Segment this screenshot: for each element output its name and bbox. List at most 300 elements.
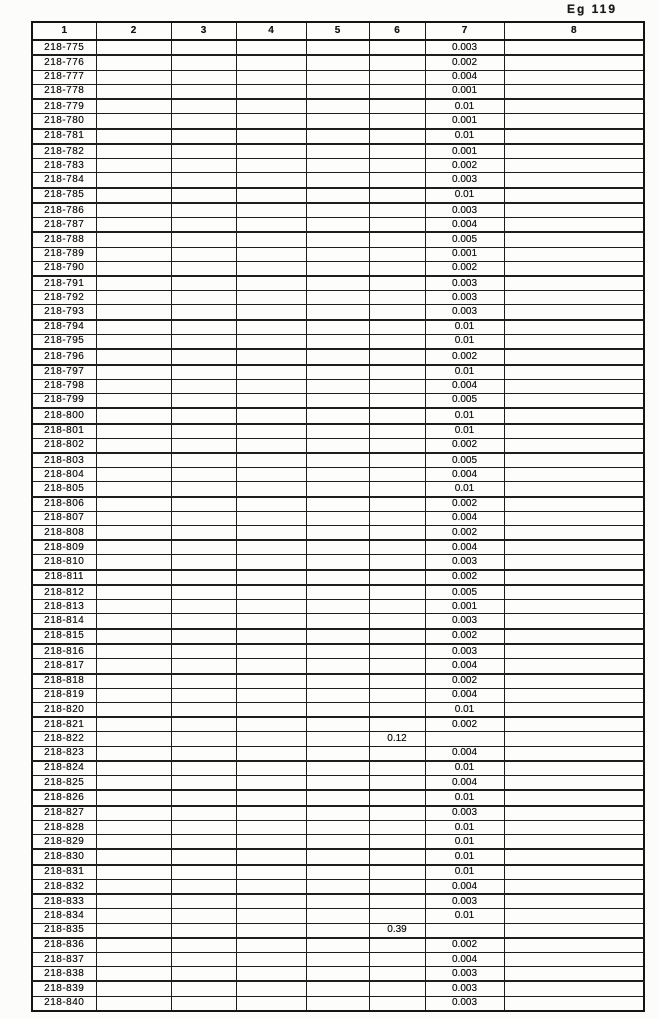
value-cell-col6 <box>369 953 425 967</box>
empty-cell-col2 <box>96 408 171 423</box>
value-cell-col7: 0.003 <box>425 40 504 55</box>
empty-cell-col5 <box>306 614 369 629</box>
row-label-cell: 218-836 <box>32 938 96 953</box>
table-row <box>32 247 644 261</box>
column-header-7: 7 <box>425 22 504 40</box>
empty-cell-col4 <box>236 614 306 629</box>
value-cell-col7: 0.01 <box>425 129 504 144</box>
value-cell-col7: 0.005 <box>425 232 504 247</box>
empty-cell-col5 <box>306 674 369 689</box>
empty-cell-col5 <box>306 835 369 850</box>
empty-cell-col2 <box>96 981 171 996</box>
table-row <box>32 393 644 408</box>
empty-cell-col8 <box>504 865 644 880</box>
row-label-cell: 218-835 <box>32 923 96 938</box>
empty-cell-col5 <box>306 84 369 99</box>
empty-cell-col4 <box>236 159 306 173</box>
empty-cell-col4 <box>236 55 306 70</box>
value-cell-col6 <box>369 938 425 953</box>
empty-cell-col3 <box>171 349 236 364</box>
empty-cell-col5 <box>306 953 369 967</box>
empty-cell-col2 <box>96 203 171 218</box>
empty-cell-col3 <box>171 806 236 821</box>
row-label-cell: 218-787 <box>32 218 96 233</box>
table-row <box>32 188 644 203</box>
empty-cell-col5 <box>306 746 369 761</box>
row-label-cell: 218-815 <box>32 629 96 644</box>
empty-cell-col8 <box>504 173 644 188</box>
empty-cell-col3 <box>171 511 236 525</box>
value-cell-col6 <box>369 790 425 805</box>
empty-cell-col8 <box>504 540 644 555</box>
empty-cell-col4 <box>236 835 306 850</box>
empty-cell-col2 <box>96 525 171 540</box>
value-cell-col6 <box>369 232 425 247</box>
empty-cell-col3 <box>171 981 236 996</box>
value-cell-col6 <box>369 600 425 614</box>
empty-cell-col3 <box>171 790 236 805</box>
empty-cell-col4 <box>236 790 306 805</box>
row-label-cell: 218-808 <box>32 525 96 540</box>
empty-cell-col8 <box>504 790 644 805</box>
value-cell-col6 <box>369 261 425 276</box>
empty-cell-col5 <box>306 99 369 114</box>
table-row <box>32 511 644 525</box>
empty-cell-col2 <box>96 688 171 702</box>
value-cell-col7: 0.003 <box>425 967 504 982</box>
empty-cell-col8 <box>504 702 644 717</box>
table-row <box>32 114 644 129</box>
table-row <box>32 585 644 600</box>
empty-cell-col3 <box>171 865 236 880</box>
table-row <box>32 688 644 702</box>
value-cell-col6 <box>369 453 425 468</box>
empty-cell-col8 <box>504 570 644 585</box>
empty-cell-col3 <box>171 129 236 144</box>
empty-cell-col8 <box>504 482 644 497</box>
row-label-cell: 218-796 <box>32 349 96 364</box>
value-cell-col6 <box>369 540 425 555</box>
empty-cell-col3 <box>171 894 236 909</box>
table-row <box>32 967 644 982</box>
table-row <box>32 865 644 880</box>
row-label-cell: 218-795 <box>32 334 96 349</box>
empty-cell-col2 <box>96 497 171 512</box>
empty-cell-col5 <box>306 790 369 805</box>
empty-cell-col5 <box>306 511 369 525</box>
table-body <box>32 40 644 1011</box>
value-cell-col6 <box>369 291 425 305</box>
empty-cell-col5 <box>306 981 369 996</box>
row-label-cell: 218-809 <box>32 540 96 555</box>
table-row <box>32 644 644 659</box>
row-label-cell: 218-779 <box>32 99 96 114</box>
table-row <box>32 702 644 717</box>
empty-cell-col8 <box>504 70 644 84</box>
value-cell-col6 <box>369 702 425 717</box>
empty-cell-col4 <box>236 585 306 600</box>
row-label-cell: 218-789 <box>32 247 96 261</box>
value-cell-col6 <box>369 70 425 84</box>
empty-cell-col3 <box>171 629 236 644</box>
empty-cell-col4 <box>236 717 306 732</box>
value-cell-col6 <box>369 393 425 408</box>
empty-cell-col4 <box>236 453 306 468</box>
value-cell-col6 <box>369 408 425 423</box>
empty-cell-col5 <box>306 218 369 233</box>
value-cell-col7: 0.003 <box>425 173 504 188</box>
row-label-cell: 218-821 <box>32 717 96 732</box>
value-cell-col7: 0.01 <box>425 408 504 423</box>
table-row <box>32 717 644 732</box>
value-cell-col7: 0.01 <box>425 424 504 439</box>
empty-cell-col4 <box>236 674 306 689</box>
empty-cell-col8 <box>504 923 644 938</box>
empty-cell-col8 <box>504 84 644 99</box>
value-cell-col6 <box>369 688 425 702</box>
value-cell-col6 <box>369 438 425 453</box>
empty-cell-col3 <box>171 393 236 408</box>
empty-cell-col5 <box>306 644 369 659</box>
value-cell-col7: 0.002 <box>425 570 504 585</box>
row-label-cell: 218-778 <box>32 84 96 99</box>
value-cell-col6 <box>369 276 425 291</box>
empty-cell-col2 <box>96 806 171 821</box>
value-cell-col7: 0.004 <box>425 953 504 967</box>
value-cell-col6 <box>369 820 425 834</box>
empty-cell-col4 <box>236 173 306 188</box>
empty-cell-col4 <box>236 438 306 453</box>
empty-cell-col4 <box>236 894 306 909</box>
value-cell-col7: 0.01 <box>425 761 504 776</box>
value-cell-col6 <box>369 746 425 761</box>
value-cell-col6 <box>369 305 425 320</box>
empty-cell-col8 <box>504 688 644 702</box>
value-cell-col7: 0.001 <box>425 114 504 129</box>
empty-cell-col3 <box>171 468 236 482</box>
value-cell-col6 <box>369 218 425 233</box>
empty-cell-col4 <box>236 393 306 408</box>
value-cell-col7: 0.01 <box>425 188 504 203</box>
value-cell-col6 <box>369 349 425 364</box>
row-label-cell: 218-776 <box>32 55 96 70</box>
value-cell-col6 <box>369 173 425 188</box>
empty-cell-col2 <box>96 746 171 761</box>
table-row <box>32 849 644 864</box>
value-cell-col7: 0.003 <box>425 981 504 996</box>
value-cell-col6 <box>369 849 425 864</box>
table-row <box>32 320 644 335</box>
row-label-cell: 218-818 <box>32 674 96 689</box>
empty-cell-col4 <box>236 365 306 380</box>
empty-cell-col4 <box>236 600 306 614</box>
empty-cell-col4 <box>236 218 306 233</box>
empty-cell-col8 <box>504 379 644 393</box>
empty-cell-col4 <box>236 923 306 938</box>
empty-cell-col5 <box>306 540 369 555</box>
value-cell-col6 <box>369 424 425 439</box>
table-row <box>32 600 644 614</box>
table-row <box>32 203 644 218</box>
value-cell-col7: 0.01 <box>425 334 504 349</box>
empty-cell-col2 <box>96 247 171 261</box>
empty-cell-col3 <box>171 953 236 967</box>
empty-cell-col3 <box>171 732 236 746</box>
empty-cell-col4 <box>236 996 306 1011</box>
empty-cell-col3 <box>171 776 236 791</box>
empty-cell-col5 <box>306 996 369 1011</box>
empty-cell-col8 <box>504 261 644 276</box>
empty-cell-col4 <box>236 379 306 393</box>
value-cell-col6 <box>369 865 425 880</box>
empty-cell-col8 <box>504 909 644 923</box>
empty-cell-col3 <box>171 702 236 717</box>
empty-cell-col3 <box>171 320 236 335</box>
empty-cell-col4 <box>236 849 306 864</box>
value-cell-col7: 0.01 <box>425 702 504 717</box>
row-label-cell: 218-781 <box>32 129 96 144</box>
row-label-cell: 218-806 <box>32 497 96 512</box>
row-label-cell: 218-825 <box>32 776 96 791</box>
empty-cell-col2 <box>96 84 171 99</box>
empty-cell-col2 <box>96 879 171 894</box>
empty-cell-col4 <box>236 247 306 261</box>
row-label-cell: 218-797 <box>32 365 96 380</box>
row-label-cell: 218-822 <box>32 732 96 746</box>
value-cell-col6 <box>369 525 425 540</box>
value-cell-col6 <box>369 909 425 923</box>
empty-cell-col4 <box>236 232 306 247</box>
empty-cell-col8 <box>504 938 644 953</box>
value-cell-col6: 0.12 <box>369 732 425 746</box>
empty-cell-col3 <box>171 849 236 864</box>
value-cell-col7: 0.002 <box>425 261 504 276</box>
empty-cell-col5 <box>306 291 369 305</box>
empty-cell-col8 <box>504 218 644 233</box>
empty-cell-col5 <box>306 424 369 439</box>
empty-cell-col8 <box>504 334 644 349</box>
value-cell-col7: 0.002 <box>425 938 504 953</box>
empty-cell-col8 <box>504 144 644 159</box>
empty-cell-col4 <box>236 40 306 55</box>
value-cell-col6 <box>369 644 425 659</box>
table-row <box>32 674 644 689</box>
empty-cell-col2 <box>96 570 171 585</box>
empty-cell-col8 <box>504 629 644 644</box>
row-label-cell: 218-777 <box>32 70 96 84</box>
empty-cell-col3 <box>171 923 236 938</box>
row-label-cell: 218-792 <box>32 291 96 305</box>
column-header-6: 6 <box>369 22 425 40</box>
empty-cell-col5 <box>306 938 369 953</box>
empty-cell-col5 <box>306 849 369 864</box>
empty-cell-col3 <box>171 879 236 894</box>
empty-cell-col5 <box>306 453 369 468</box>
empty-cell-col3 <box>171 644 236 659</box>
empty-cell-col3 <box>171 424 236 439</box>
empty-cell-col8 <box>504 188 644 203</box>
value-cell-col7: 0.001 <box>425 84 504 99</box>
empty-cell-col2 <box>96 188 171 203</box>
empty-cell-col2 <box>96 305 171 320</box>
empty-cell-col3 <box>171 585 236 600</box>
value-cell-col6 <box>369 614 425 629</box>
row-label-cell: 218-813 <box>32 600 96 614</box>
table-row <box>32 365 644 380</box>
value-cell-col7: 0.005 <box>425 393 504 408</box>
empty-cell-col3 <box>171 453 236 468</box>
value-cell-col6 <box>369 967 425 982</box>
empty-cell-col4 <box>236 688 306 702</box>
empty-cell-col8 <box>504 40 644 55</box>
row-label-cell: 218-794 <box>32 320 96 335</box>
empty-cell-col4 <box>236 659 306 674</box>
row-label-cell: 218-791 <box>32 276 96 291</box>
empty-cell-col8 <box>504 806 644 821</box>
table-row <box>32 144 644 159</box>
empty-cell-col5 <box>306 629 369 644</box>
empty-cell-col2 <box>96 218 171 233</box>
row-label-cell: 218-807 <box>32 511 96 525</box>
value-cell-col7: 0.003 <box>425 291 504 305</box>
value-cell-col7: 0.004 <box>425 776 504 791</box>
empty-cell-col4 <box>236 99 306 114</box>
empty-cell-col5 <box>306 173 369 188</box>
value-cell-col6 <box>369 247 425 261</box>
table-row <box>32 349 644 364</box>
table-row <box>32 806 644 821</box>
empty-cell-col3 <box>171 99 236 114</box>
empty-cell-col3 <box>171 159 236 173</box>
empty-cell-col5 <box>306 820 369 834</box>
value-cell-col6 <box>369 334 425 349</box>
empty-cell-col8 <box>504 305 644 320</box>
empty-cell-col2 <box>96 40 171 55</box>
value-cell-col6 <box>369 629 425 644</box>
empty-cell-col2 <box>96 320 171 335</box>
empty-cell-col4 <box>236 953 306 967</box>
empty-cell-col2 <box>96 702 171 717</box>
empty-cell-col2 <box>96 482 171 497</box>
empty-cell-col2 <box>96 659 171 674</box>
empty-cell-col4 <box>236 909 306 923</box>
value-cell-col6 <box>369 717 425 732</box>
value-cell-col7: 0.002 <box>425 438 504 453</box>
empty-cell-col2 <box>96 70 171 84</box>
empty-cell-col8 <box>504 453 644 468</box>
empty-cell-col3 <box>171 820 236 834</box>
empty-cell-col8 <box>504 717 644 732</box>
empty-cell-col8 <box>504 967 644 982</box>
empty-cell-col4 <box>236 291 306 305</box>
empty-cell-col2 <box>96 629 171 644</box>
empty-cell-col8 <box>504 849 644 864</box>
empty-cell-col8 <box>504 393 644 408</box>
row-label-cell: 218-785 <box>32 188 96 203</box>
empty-cell-col3 <box>171 203 236 218</box>
row-label-cell: 218-803 <box>32 453 96 468</box>
value-cell-col7: 0.01 <box>425 99 504 114</box>
empty-cell-col5 <box>306 967 369 982</box>
value-cell-col7: 0.01 <box>425 320 504 335</box>
empty-cell-col2 <box>96 99 171 114</box>
empty-cell-col4 <box>236 644 306 659</box>
row-label-cell: 218-783 <box>32 159 96 173</box>
empty-cell-col3 <box>171 938 236 953</box>
table-row <box>32 173 644 188</box>
row-label-cell: 218-820 <box>32 702 96 717</box>
empty-cell-col2 <box>96 453 171 468</box>
table-row <box>32 408 644 423</box>
column-header-2: 2 <box>96 22 171 40</box>
row-label-cell: 218-800 <box>32 408 96 423</box>
row-label-cell: 218-834 <box>32 909 96 923</box>
table-row <box>32 70 644 84</box>
value-cell-col6 <box>369 144 425 159</box>
empty-cell-col8 <box>504 879 644 894</box>
value-cell-col7: 0.003 <box>425 305 504 320</box>
empty-cell-col4 <box>236 732 306 746</box>
empty-cell-col3 <box>171 659 236 674</box>
row-label-cell: 218-804 <box>32 468 96 482</box>
table-header-row <box>32 22 644 40</box>
empty-cell-col2 <box>96 644 171 659</box>
value-cell-col7: 0.004 <box>425 879 504 894</box>
empty-cell-col2 <box>96 540 171 555</box>
row-label-cell: 218-829 <box>32 835 96 850</box>
empty-cell-col4 <box>236 865 306 880</box>
empty-cell-col3 <box>171 188 236 203</box>
empty-cell-col3 <box>171 746 236 761</box>
empty-cell-col8 <box>504 600 644 614</box>
table-row <box>32 614 644 629</box>
empty-cell-col8 <box>504 408 644 423</box>
empty-cell-col5 <box>306 923 369 938</box>
empty-cell-col4 <box>236 84 306 99</box>
row-label-cell: 218-817 <box>32 659 96 674</box>
empty-cell-col5 <box>306 334 369 349</box>
empty-cell-col3 <box>171 438 236 453</box>
empty-cell-col5 <box>306 468 369 482</box>
row-label-cell: 218-799 <box>32 393 96 408</box>
value-cell-col7: 0.01 <box>425 482 504 497</box>
value-cell-col6 <box>369 996 425 1011</box>
empty-cell-col4 <box>236 144 306 159</box>
empty-cell-col5 <box>306 247 369 261</box>
empty-cell-col2 <box>96 438 171 453</box>
row-label-cell: 218-840 <box>32 996 96 1011</box>
row-label-cell: 218-780 <box>32 114 96 129</box>
table-row <box>32 894 644 909</box>
value-cell-col6 <box>369 761 425 776</box>
empty-cell-col4 <box>236 511 306 525</box>
empty-cell-col3 <box>171 482 236 497</box>
empty-cell-col5 <box>306 261 369 276</box>
empty-cell-col4 <box>236 761 306 776</box>
value-cell-col7: 0.01 <box>425 865 504 880</box>
empty-cell-col2 <box>96 996 171 1011</box>
empty-cell-col5 <box>306 482 369 497</box>
empty-cell-col8 <box>504 614 644 629</box>
empty-cell-col3 <box>171 996 236 1011</box>
value-cell-col6 <box>369 806 425 821</box>
empty-cell-col3 <box>171 600 236 614</box>
value-cell-col7: 0.005 <box>425 585 504 600</box>
value-cell-col6 <box>369 40 425 55</box>
empty-cell-col5 <box>306 776 369 791</box>
empty-cell-col4 <box>236 203 306 218</box>
empty-cell-col5 <box>306 585 369 600</box>
